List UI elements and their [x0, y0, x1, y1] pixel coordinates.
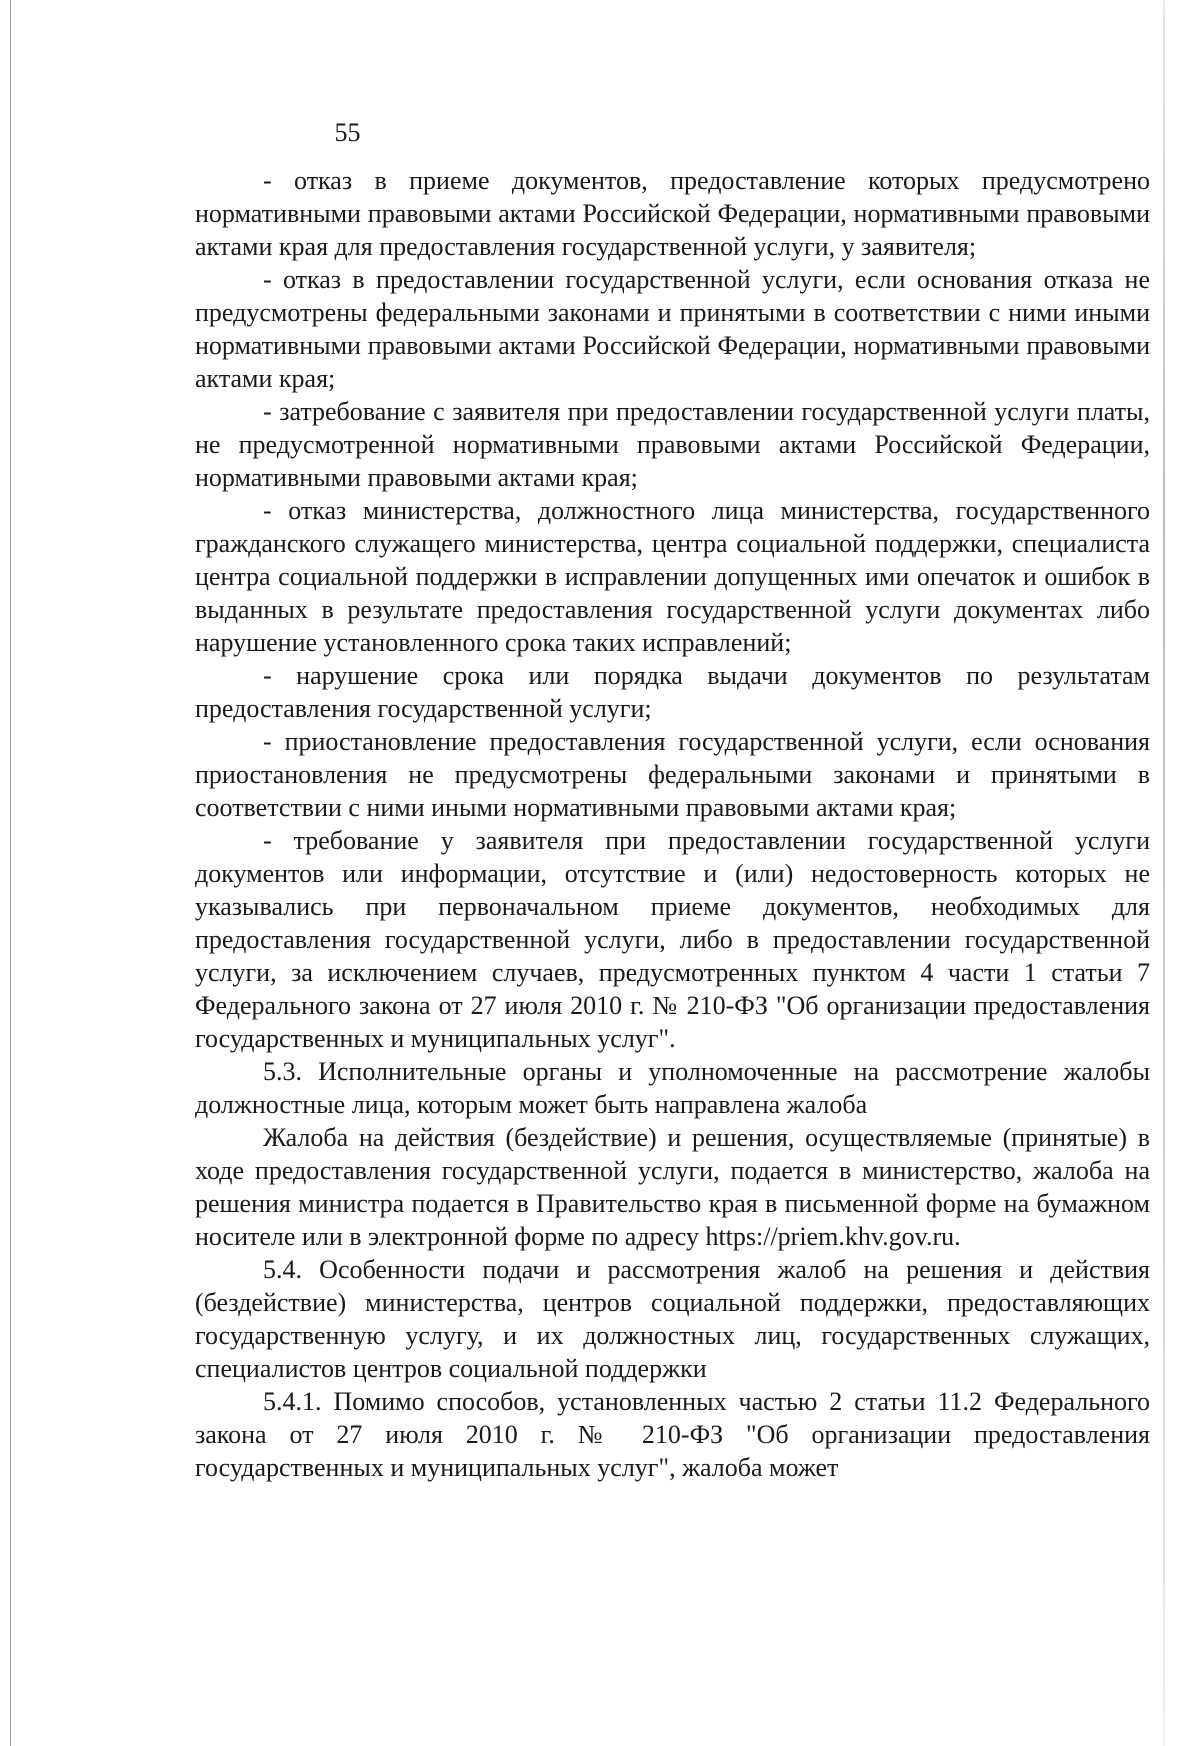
section-5-3-heading: 5.3. Исполнительные органы и уполномоченные на рассмотрение жалобы должностные лица, которым может быть направлена жалоба [195, 1057, 1150, 1119]
paragraph-document-requirement: - требование у заявителя при предоставлении государственной услуги документов или информации, отсутствие и (или) недостоверность которых не указывались при первоначальном приеме документов, необходимых для предоставления государственной услуги, либо в предоставлении государственной услуги, за исключением случаев, предусмотренных пунктом 4 части 1 статьи 7 Федерального закона от 27 июля 2010 г. № 210-ФЗ "Об организации предоставления государственных и муниципальных услуг". [195, 826, 1150, 1053]
paragraph-delivery-violation: - нарушение срока или порядка выдачи документов по результатам предоставления государственной услуги; [195, 661, 1150, 723]
paragraph-suspension: - приостановление предоставления государственной услуги, если основания приостановления не предусмотрены федеральными законами и принятыми в соответствии с ними иными нормативными правовыми актами края; [195, 727, 1150, 822]
paragraph-refusal-corrections: - отказ министерства, должностного лица министерства, государственного гражданского служащего министерства, центра социальной поддержки, специалиста центра социальной поддержки в исправлении допущенных ими опечаток и ошибок в выданных в результате предоставления государственной услуги документах либо нарушение установленного срока таких исправлений; [195, 496, 1150, 657]
section-5-4-1: 5.4.1. Помимо способов, установленных частью 2 статьи 11.2 Федерального закона от 27 июля 2010 г. № 210-ФЗ "Об организации предоставления государственных и муниципальных услуг", жалоба может [195, 1387, 1150, 1482]
section-5-4-heading: 5.4. Особенности подачи и рассмотрения жалоб на решения и действия (бездействие) министерства, центров социальной поддержки, предоставляющих государственную услугу, и их должностных лиц, государственных служащих, специалистов центров социальной поддержки [195, 1255, 1150, 1383]
paragraph-fee-demand: - затребование с заявителя при предоставлении государственной услуги платы, не предусмотренной нормативными правовыми актами Российской Федерации, нормативными правовыми актами края; [195, 397, 1150, 492]
paragraph-complaint-submission: Жалоба на действия (бездействие) и решения, осуществляемые (принятые) в ходе предоставления государственной услуги, подается в министерство, жалоба на решения министра подается в Правительство края в письменной форме на бумажном носителе или в электронной форме по адресу https://priem.khv.gov.ru. [195, 1123, 1150, 1251]
page-number: 55 [334, 118, 361, 147]
scan-right-edge [1163, 0, 1165, 1746]
paragraph-refusal-documents: - отказ в приеме документов, предоставление которых предусмотрено нормативными правовыми актами Российской Федерации, нормативными правовыми актами края для предоставления государственной услуги, у заявителя; [195, 166, 1150, 261]
document-body [195, 164, 1150, 1484]
paragraph-refusal-service: - отказ в предоставлении государственной услуги, если основания отказа не предусмотрены федеральными законами и принятыми в соответствии с ними иными нормативными правовыми актами Российской Федерации, нормативными правовыми актами края; [195, 265, 1150, 393]
scan-left-edge [10, 0, 11, 1746]
